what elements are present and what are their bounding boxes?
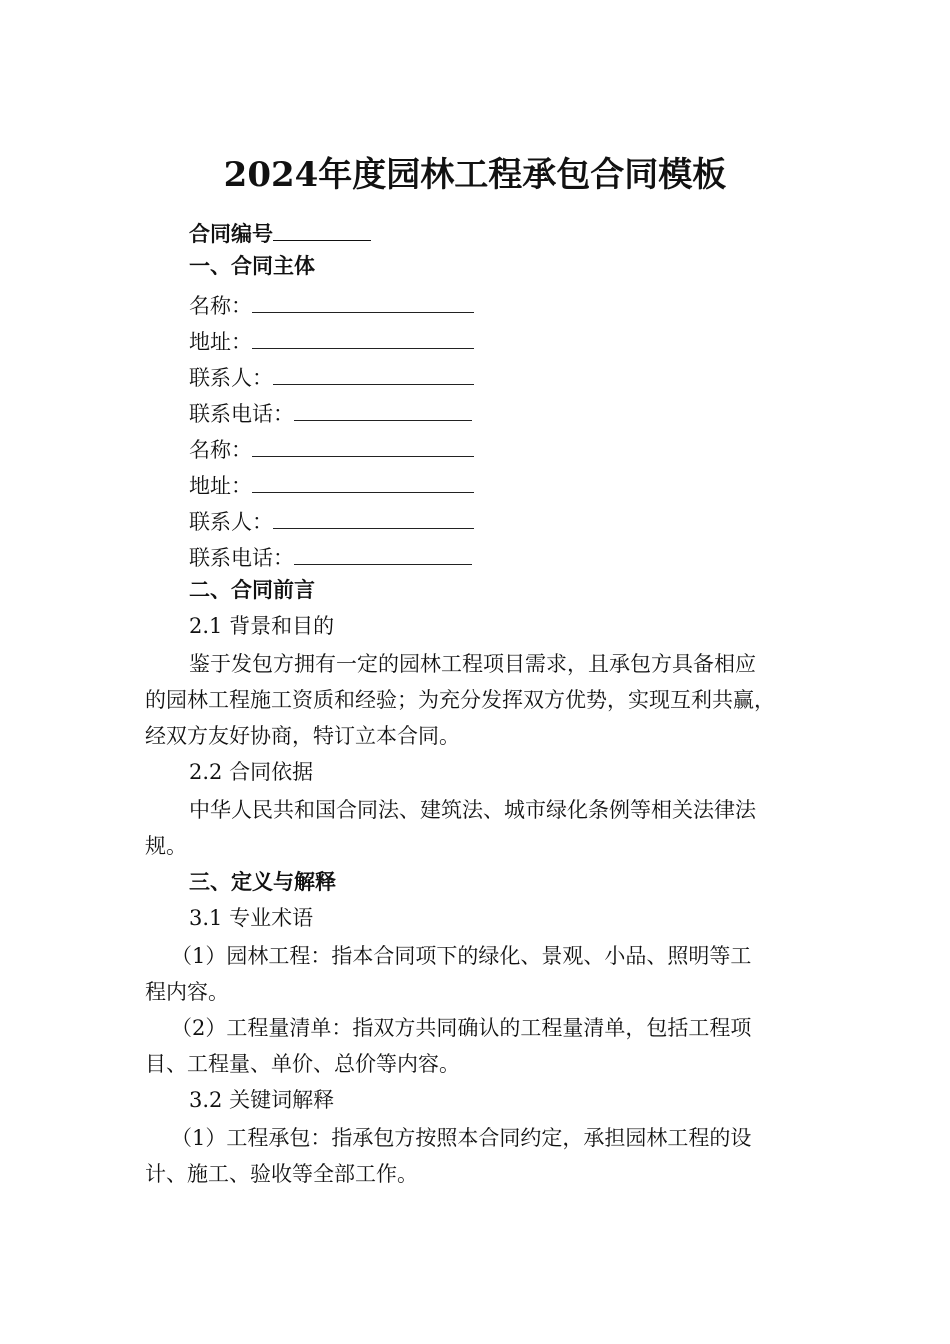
party-a-phone-blank — [294, 392, 472, 421]
party-a-name-label: 名称： — [189, 294, 252, 318]
party-b-contact-label: 联系人： — [189, 510, 273, 534]
section-2-1-heading: 2.1 背景和目的 — [189, 614, 335, 638]
party-b-name-blank — [252, 428, 474, 457]
party-a-address-field — [189, 320, 474, 360]
section-2-1-text-line: 经双方友好协商，特订立本合同。 — [145, 724, 460, 748]
party-a-address-label: 地址： — [189, 330, 252, 354]
section-3-1-heading: 3.1 专业术语 — [189, 906, 314, 930]
contract-number-blank — [273, 212, 371, 241]
party-b-contact-blank — [273, 500, 474, 529]
section-3-1-item1-line: （1）园林工程：指本合同项下的绿化、景观、小品、照明等工 — [171, 944, 752, 968]
party-b-phone-blank — [294, 536, 472, 565]
section-2-2-text-line: 中华人民共和国合同法、建筑法、城市绿化条例等相关法律法 — [189, 798, 756, 822]
party-b-phone-label: 联系电话： — [189, 546, 294, 570]
document-title: 2024年度园林工程承包合同模板 — [223, 155, 727, 195]
section-3-2-item1-line: 计、施工、验收等全部工作。 — [145, 1162, 418, 1186]
party-a-contact-field — [189, 356, 474, 396]
party-b-address-blank — [252, 464, 474, 493]
section2-heading: 二、合同前言 — [189, 577, 315, 602]
section-2-1-text-line: 鉴于发包方拥有一定的园林工程项目需求，且承包方具备相应 — [189, 652, 756, 676]
section-3-1-item1-line: 程内容。 — [145, 980, 229, 1004]
party-b-address-label: 地址： — [189, 474, 252, 498]
section-3-1-item2-line: 目、工程量、单价、总价等内容。 — [145, 1052, 460, 1076]
party-b-name-field — [189, 428, 474, 468]
party-a-name-field — [189, 284, 474, 324]
party-a-contact-label: 联系人： — [189, 366, 273, 390]
section-3-2-item1-line: （1）工程承包：指承包方按照本合同约定，承担园林工程的设 — [171, 1126, 752, 1150]
party-a-phone-label: 联系电话： — [189, 402, 294, 426]
party-a-name-blank — [252, 284, 474, 313]
party-b-phone-field — [189, 536, 472, 576]
section3-heading: 三、定义与解释 — [189, 869, 336, 894]
party-a-address-blank — [252, 320, 474, 349]
section1-heading: 一、合同主体 — [189, 253, 315, 278]
section-2-1-text-line: 的园林工程施工资质和经验；为充分发挥双方优势，实现互利共赢， — [145, 688, 775, 712]
section-2-2-heading: 2.2 合同依据 — [189, 760, 314, 784]
section-3-1-item2-line: （2）工程量清单：指双方共同确认的工程量清单，包括工程项 — [171, 1016, 752, 1040]
party-b-contact-field — [189, 500, 474, 540]
section-2-2-text-line: 规。 — [145, 834, 187, 858]
party-b-address-field — [189, 464, 474, 504]
party-b-name-label: 名称： — [189, 438, 252, 462]
party-a-phone-field — [189, 392, 472, 432]
party-a-contact-blank — [273, 356, 474, 385]
contract-number-label: 合同编号 — [189, 221, 273, 246]
contract-number-field — [189, 212, 371, 252]
section-3-2-heading: 3.2 关键词解释 — [189, 1088, 335, 1112]
